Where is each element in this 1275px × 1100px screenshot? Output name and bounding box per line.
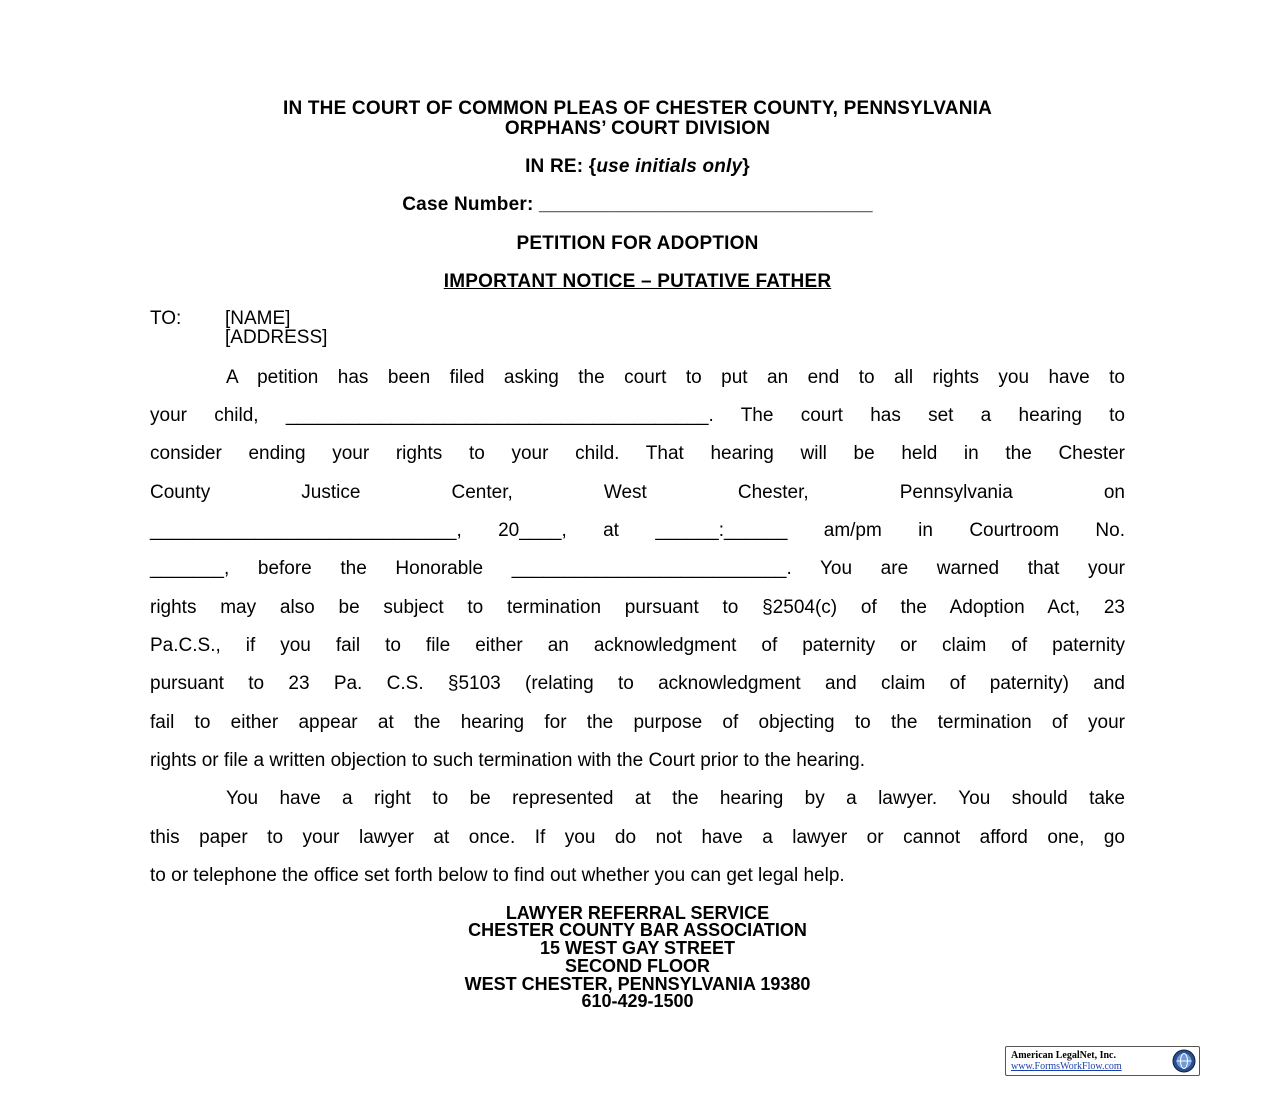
body-line: _______, before the Honorable __________________________. You are warned that your (150, 558, 1125, 579)
body-line: County Justice Center, West Chester, Pennsylvania on (150, 482, 1125, 503)
body-line: pursuant to 23 Pa. C.S. §5103 (relating to acknowledgment and claim of paternity) and (150, 673, 1125, 694)
petition-title: PETITION FOR ADOPTION (516, 233, 759, 254)
in-re-line (0, 156, 1275, 178)
body-line: consider ending your rights to your child. That hearing will be held in the Chester (150, 443, 1125, 464)
globe-logo-icon (1172, 1049, 1196, 1073)
in-re-instruction: use initials only (596, 156, 743, 177)
addressee-name: [NAME] (225, 308, 291, 329)
referral-city: WEST CHESTER, PENNSYLVANIA 19380 (464, 974, 811, 994)
body-line: Pa.C.S., if you fail to file either an acknowledgment of paternity or claim of paternity (150, 635, 1125, 656)
bar-association-name: CHESTER COUNTY BAR ASSOCIATION (468, 920, 807, 940)
referral-floor: SECOND FLOOR (564, 956, 710, 976)
body-line: to or telephone the office set forth below to find out whether you can get legal help. (150, 865, 845, 886)
addressee-address: [ADDRESS] (225, 327, 328, 348)
body-line: fail to either appear at the hearing for the purpose of objecting to the termination of your (150, 712, 1125, 733)
body-line: You have a right to be represented at the hearing by a lawyer. You should take (226, 788, 1125, 809)
court-division-line: ORPHANS’ COURT DIVISION (504, 118, 771, 139)
case-number-line: Case Number: _______________________________ (402, 194, 873, 215)
court-name-line: IN THE COURT OF COMMON PLEAS OF CHESTER COUNTY, PENNSYLVANIA (282, 98, 993, 119)
notice-title: IMPORTANT NOTICE – PUTATIVE FATHER (443, 271, 832, 292)
in-re-close: } (742, 156, 750, 177)
referral-street: 15 WEST GAY STREET (539, 938, 736, 958)
watermark-url[interactable]: www.FormsWorkFlow.com (1011, 1061, 1122, 1072)
in-re-label: IN RE: { (525, 156, 597, 177)
body-line: your child, ________________________________________. The court has set a hearing to (150, 405, 1125, 426)
body-line: _____________________________, 20____, at ______:______ am/pm in Courtroom No. (150, 520, 1125, 541)
watermark-company: American LegalNet, Inc. (1011, 1050, 1116, 1061)
addressee-label: TO: (150, 308, 182, 329)
body-line: rights may also be subject to termination pursuant to §2504(c) of the Adoption Act, 23 (150, 597, 1125, 618)
referral-service-title: LAWYER REFERRAL SERVICE (505, 903, 770, 923)
body-line: this paper to your lawyer at once. If you do not have a lawyer or cannot afford one, go (150, 827, 1125, 848)
legalnet-watermark[interactable] (1005, 1046, 1200, 1076)
referral-phone: 610-429-1500 (581, 991, 694, 1011)
body-line: A petition has been filed asking the court to put an end to all rights you have to (226, 367, 1125, 388)
body-line: rights or file a written objection to such termination with the Court prior to the hearing. (150, 750, 865, 771)
